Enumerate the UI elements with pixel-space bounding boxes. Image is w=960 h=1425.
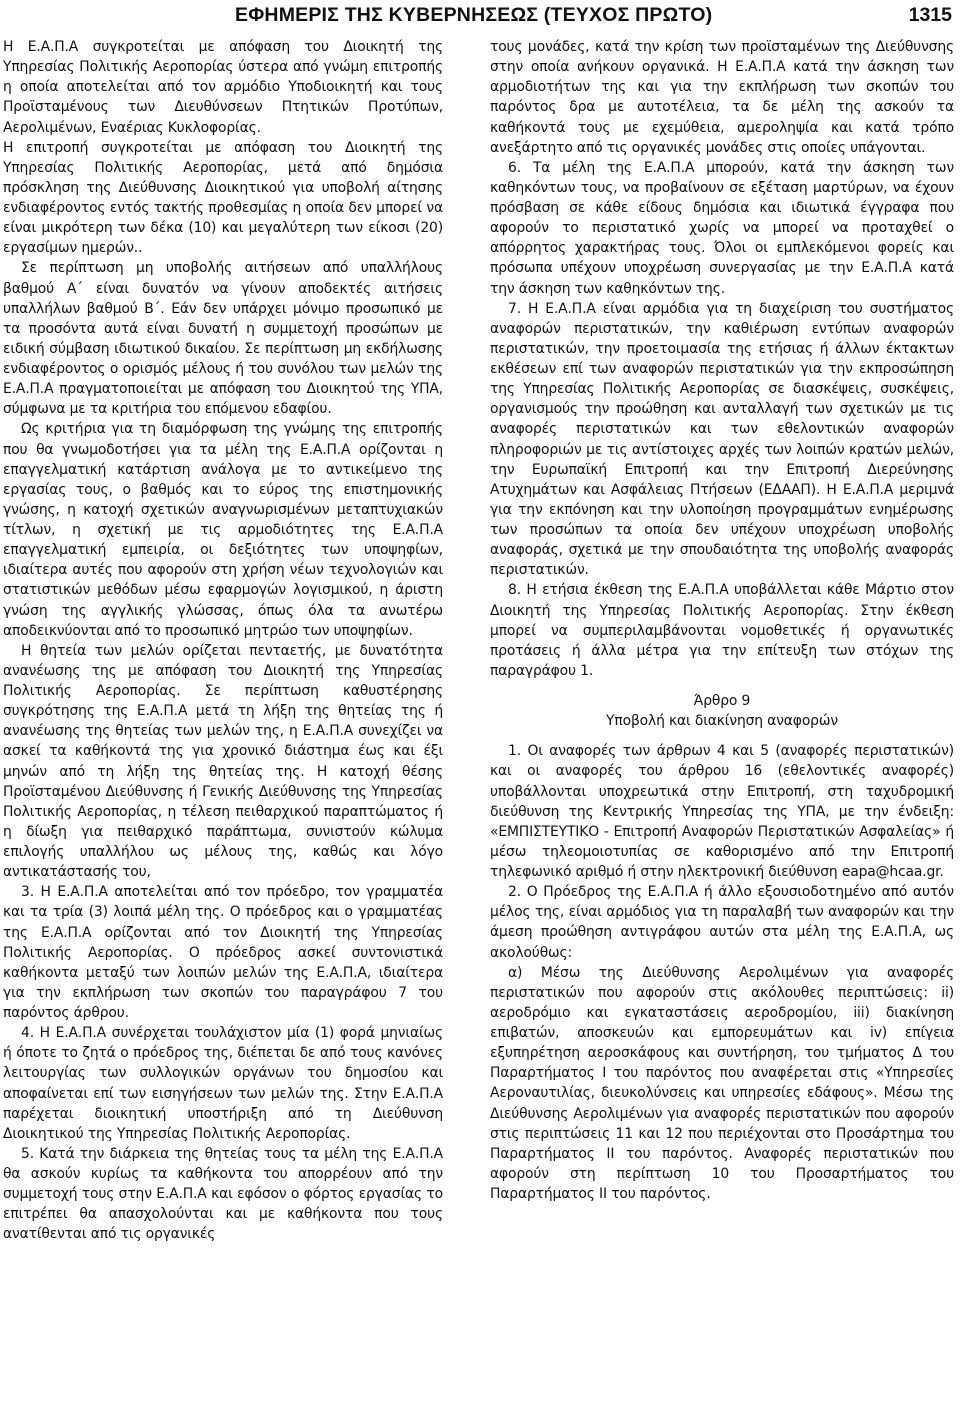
paragraph: Η θητεία των μελών ορίζεται πενταετής, με δυνατότητα ανανέωσης της με απόφαση του Διοικητή της Υπηρεσίας Πολιτικής Αεροπορίας. Σε περίπτωση καθυστέρησης συγκρότησης της Ε.Α.Π.Α μετά τη λήξη της θητείας της ή ανανέωσης της θητείας των μελών της, η Ε.Α.Π.Α συνεχίζει να ασκεί τα καθήκοντά της για χρονικό διάστημα έως και έξι μηνών από τη λήξη της θητείας της. Η κατοχή θέσης Προϊσταμένου Διεύθυνσης ή Γενικής Διεύθυνσης της Υπηρεσίας Πολιτικής Αεροπορίας, η τέλεση πειθαρχικού παραπτώματος ή η δίωξη για πειθαρχικό παράπτωμα, συνιστούν κώλυμα επιλογής υπαλλήλου ως μέλους της, καθώς και λόγο αντικατάστασής του, [3, 642, 443, 881]
paragraph: τους μονάδες, κατά την κρίση των προϊσταμένων της Διεύθυνσης στην οποία ανήκουν οργανικά. Η Ε.Α.Π.Α κατά την άσκηση των αρμοδιοτήτων της και για την εκπλήρωση των σκοπών του παρόντος δρα με αυτοτέλεια, τα δε μέλη της ασκούν τα καθήκοντά τους με εχεμύθεια, αμεροληψία και κατά τρόπο ανεξάρτητο από τις οργανικές μονάδες στις οποίες υπάγονται. [490, 39, 954, 156]
paragraph: 5. Κατά την διάρκεια της θητείας τους τα μέλη της Ε.Α.Π.Α θα ασκούν κυρίως τα καθήκοντα του απορρέουν από την συμμετοχή τους στην Ε.Α.Π.Α και εφόσον ο φόρτος εργασίας το επιτρέπει θα απασχολούνται και με καθήκοντα που τους ανατίθενται από τις οργανικές [3, 1145, 443, 1243]
paragraph: Η επιτροπή συγκροτείται με απόφαση του Διοικητή της Υπηρεσίας Πολιτικής Αεροπορίας, μετά από δημόσια πρόσκληση της Διεύθυνσης Διοικητικού για υποβολή αίτησης ενδιαφέροντος εντός τακτής προθεσμίας η οποία δεν μπορεί να είναι μικρότερη των δέκα (10) και μεγαλύτερη των είκοσι (20) εργασίμων ημερών.. [3, 139, 443, 257]
page-header [0, 0, 960, 28]
paragraph: Σε περίπτωση μη υποβολής αιτήσεων από υπαλλήλους βαθμού Α΄ είναι δυνατόν να γίνουν αποδεκτές αιτήσεις υπαλλήλων βαθμού Β΄. Εάν δεν υπάρχει μόνιμο προσωπικό με τα προσόντα αυτά είναι δυνατή η συμμετοχή προσώπων με ειδική σύμβαση ιδιωτικού δικαίου. Σε περίπτωση μη εκδήλωσης ενδιαφέροντος ο ορισμός μέλους ή του συνόλου των μελών της Ε.Α.Π.Α πραγματοποιείται με απόφαση του Διοικητού της ΥΠΑ, σύμφωνα με τα κριτήρια του επόμενου εδαφίου. [3, 260, 443, 418]
paragraph: Η Ε.Α.Π.Α συγκροτείται με απόφαση του Διοικητή της Υπηρεσίας Πολιτικής Αεροπορίας ύστερα από γνώμη επιτροπής η οποία αποτελείται από τον αρμόδιο Υποδιοικητή και τους Προϊσταμένους των Διευθύνσεων Πτητικών Προτύπων, Αερολιμένων, Εναέριας Κυκλοφορίας. [3, 39, 443, 136]
gazette-title: ΕΦΗΜΕΡΙΣ ΤΗΣ ΚΥΒΕΡΝΗΣΕΩΣ (ΤΕΥΧΟΣ ΠΡΩΤΟ) [235, 4, 713, 26]
paragraph: 6. Τα μέλη της Ε.Α.Π.Α μπορούν, κατά την άσκηση των καθηκόντων τους, να προβαίνουν σε εξέταση μαρτύρων, να έχουν πρόσβαση σε κάθε είδους δημόσια και ιδιωτικά έγγραφα που αφορούν το περιστατικό χωρίς να μπορεί να προταχθεί ο απόρρητος χαρακτήρας τους. Όλοι οι εμπλεκόμενοι φορείς και πρόσωπα υπέχουν υποχρέωση συνεργασίας με την Ε.Α.Π.Α κατά την άσκηση των καθηκόντων της. [490, 159, 954, 297]
paragraph: 4. Η Ε.Α.Π.Α συνέρχεται τουλάχιστον μία (1) φορά μηνιαίως ή όποτε το ζητά ο πρόεδρος της, διέπεται δε από τους κανόνες λειτουργίας των συλλογικών οργάνων του δημοσίου και αποφαίνεται επί των εισηγήσεων των μελών της. Στην Ε.Α.Π.Α παρέχεται διοικητική υποστήριξη από τη Διεύθυνση Διοικητικού της Υπηρεσίας Πολιτικής Αεροπορίας. [3, 1025, 443, 1142]
left-column [3, 37, 443, 1245]
page-number: 1315 [908, 4, 952, 26]
right-column [490, 37, 954, 1204]
paragraph: 3. Η Ε.Α.Π.Α αποτελείται από τον πρόεδρο, τον γραμματέα και τα τρία (3) λοιπά μέλη της. Ο πρόεδρος και ο γραμματέας της Ε.Α.Π.Α ορίζονται από τον Διοικητή της Υπηρεσίας Πολιτικής Αεροπορίας. Ο πρόεδρος ασκεί συντονιστικά καθήκοντα μεταξύ των λοιπών μελών της Ε.Α.Π.Α, ιδιαίτερα για την εκπλήρωση των σκοπών του παραγράφου 7 του παρόντος άρθρου. [3, 884, 443, 1021]
paragraph: 1. Οι αναφορές των άρθρων 4 και 5 (αναφορές περιστατικών) και οι αναφορές του άρθρου 16 (εθελοντικές αναφορές) υποβάλλονται υποχρεωτικά στην Επιτροπή, στη ταχυδρομική διεύθυνση της Κεντρικής Υπηρεσίας της ΥΠΑ, με την ένδειξη: «ΕΜΠΙΣΤΕΥΤΙΚΟ - Επιτροπή Αναφορών Περιστατικών Ασφαλείας» ή μέσω τηλεομοιοτυπίας σε καθορισμένο από την Επιτροπή τηλεφωνικό αριθμό ή στην ηλεκτρονική διεύθυνση eapa@hcaa.gr. [490, 743, 954, 880]
paragraph: 8. Η ετήσια έκθεση της Ε.Α.Π.Α υποβάλλεται κάθε Μάρτιο στον Διοικητή της Υπηρεσίας Πολιτικής Αεροπορίας. Στην έκθεση μπορεί να συμπεριλαμβάνονται νομοθετικές ή οργανωτικές προτάσεις ή άλλα μέτρα για την επίτευξη των στόχων της παραγράφου 1. [490, 582, 954, 679]
paragraph: 2. Ο Πρόεδρος της Ε.Α.Π.Α ή άλλο εξουσιοδοτημένο από αυτόν μέλος της, είναι αρμόδιος για τη παραλαβή των αναφορών και την άμεση προώθηση αντιγράφου αυτών στα μέλη της Ε.Α.Π.Α, ως ακολούθως: [490, 884, 954, 961]
paragraph: 7. Η Ε.Α.Π.Α είναι αρμόδια για τη διαχείριση του συστήματος αναφορών περιστατικών, την καθιέρωση εντύπων αναφορών περιστατικών, την προετοιμασία της ετήσιας ή άλλων έκτακτων εκθέσεων επί των αναφορών περιστατικών για την εκπροσώπηση της Υπηρεσίας Πολιτικής Αεροπορίας σε διασκέψεις, συσκέψεις, οργανισμούς την προώθηση και ανταλλαγή των σχετικών με τις αναφορές περιστατικών και των εθελοντικών αναφορών πληροφοριών με τις αντίστοιχες αρχές των λοιπών κρατών μελών, την Ευρωπαϊκή Επιτροπή και την Επιτροπή Διερεύνησης Ατυχημάτων και Ασφάλειας Πτήσεων (ΕΔΑΑΠ). Η Ε.Α.Π.Α μεριμνά για την εκπόνηση και την υλοποίηση προγραμμάτων ενημέρωσης των προσώπων τα οποία δεν υπέχουν υποχρέωση υποβολής αναφοράς, σχετικά με την σπουδαιότητα της υποβολής αναφοράς περιστατικών. [490, 300, 954, 579]
article-title: Άρθρο 9 [693, 693, 751, 709]
article-subtitle: Υποβολή και διακίνηση αναφορών [606, 713, 838, 730]
paragraph: α) Μέσω της Διεύθυνσης Αερολιμένων για αναφορές περιστατικών που αφορούν στις ακόλουθες περιπτώσεις: ii) αεροδρόμιο και εγκαταστάσεις αεροδρομίου, iii) διακίνηση επιβατών, αποσκευών και εμπορευμάτων και iv) επίγεια εξυπηρέτηση αεροσκάφους και συντήρηση, του τμήματος Δ του Παραρτήματος Ι του παρόντος που αναφέρεται στις «Υπηρεσίες Αεροναυτιλίας, διευκολύνσεις και υπηρεσίες εδάφους». Μέσω της Διεύθυνσης Αερολιμένων για αναφορές περιστατικών που αφορούν στις περιπτώσεις 11 και 12 που περιέχονται στο Προσάρτημα του Παραρτήματος ΙΙ του παρόντος. Αναφορές περιστατικών που αφορούν στη περίπτωση 10 του Προσαρτήματος του Παραρτήματος ΙΙ του παρόντος. [490, 964, 954, 1202]
paragraph: Ως κριτήρια για τη διαμόρφωση της γνώμης της επιτροπής που θα γνωμοδοτήσει για τα μέλη της Ε.Α.Π.Α ορίζονται η επαγγελματική κατάρτιση ανάλογα με το αντικείμενο της εργασίας τους, ο βαθμός και το εύρος της επιστημονικής γνώσης, η κατοχή σχετικών αναγνωρισμένων μεταπτυχιακών τίτλων, η σχετική με τις αρμοδιότητες της Ε.Α.Π.Α επαγγελματική εμπειρία, οι δεξιότητες των υποψηφίων, ιδιαίτερα αυτές που αφορούν στη χρήση νέων τεχνολογιών και στατιστικών μεθόδων μέσω εφαρμογών λογισμικού, η άριστη γνώση της αγγλικής γλώσσας, όπως όλα τα ανωτέρω αποδεικνύονται από το προσωπικό μητρώο των υποψηφίων. [3, 421, 443, 639]
